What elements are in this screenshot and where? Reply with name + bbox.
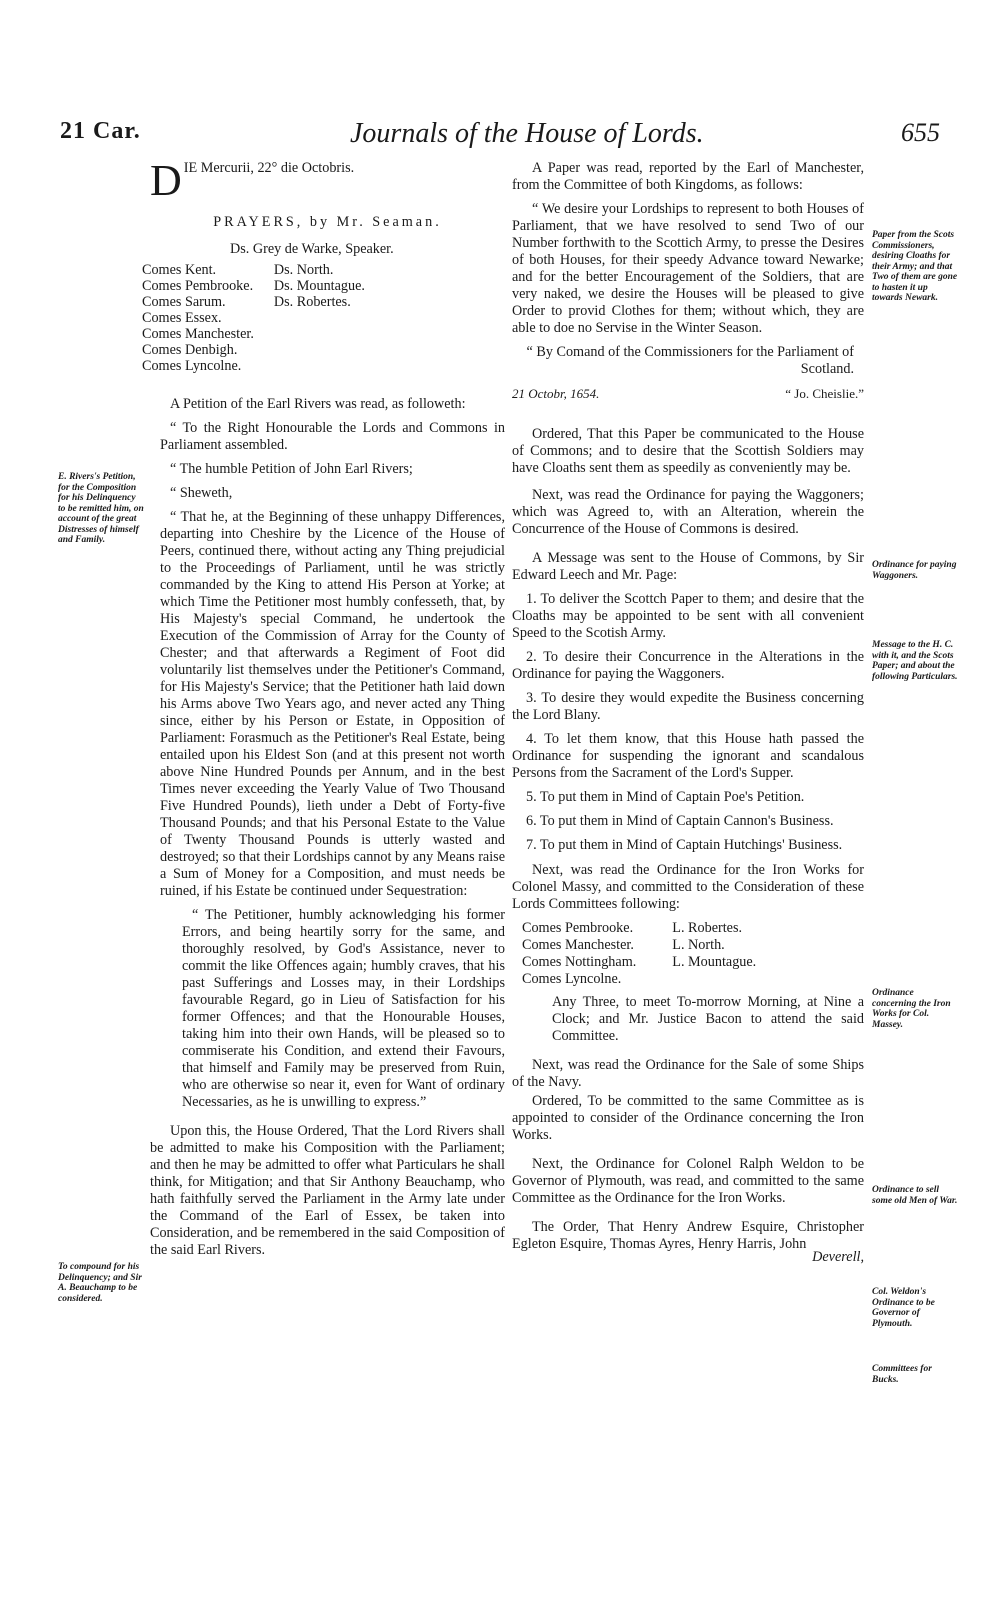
page-number: 655 (901, 118, 940, 147)
margin-note-iron: Ordinance concerning the Iron Works for Col. Massey. (872, 988, 951, 1030)
date-line (150, 156, 505, 205)
weldon-ordinance: Next, the Ordinance for Colonel Ralph Weldon to be Governor of Plymouth, was read, and committed to the same Committee as the Ordinance for the Iron Works. (512, 1156, 864, 1206)
speaker-line: Ds. Grey de Warke, Speaker. (230, 241, 394, 257)
left-column (142, 156, 505, 1266)
committee-note: Any Three, to meet To-morrow Morning, at Nine a Clock; and Mr. Justice Bacon to attend the said Committee. (552, 994, 864, 1044)
petition-prayer-block (160, 907, 505, 1111)
paper-intro: A Paper was read, reported by the Earl of Manchester, from the Committee of both Kingdoms, as follows: (512, 160, 864, 193)
paper-signature-line (512, 385, 864, 402)
committee-earls (522, 920, 636, 988)
margin-note-ships: Ordinance to sell some old Men of War. (872, 1185, 958, 1206)
margin-note-rivers: E. Rivers's Petition, for the Composition for his Delinquency to be remitted him, on account of the great Distresses of himself and Family. (58, 472, 144, 545)
list-item: 6. To put them in Mind of Captain Cannon's Business. (526, 813, 834, 829)
bucks-order: The Order, That Henry Andrew Esquire, Christopher Egleton Esquire, Thomas Ayres, Henry Harris, John (512, 1219, 864, 1252)
regnal-year: 21 Car. (60, 118, 141, 144)
list-item: Comes Essex. (142, 310, 222, 326)
margin-note-bucks: Committees for Bucks. (872, 1364, 932, 1385)
date-text: IE Mercurii, 22° die Octobris. (183, 160, 355, 176)
list-item: 3. To desire they would expedite the Business concerning the Lord Blany. (512, 690, 864, 723)
paper-command: “ By Comand of the Commissioners for the Parliament of Scotland. (526, 344, 854, 377)
committee-list (522, 920, 864, 988)
list-item: 5. To put them in Mind of Captain Poe's Petition. (526, 789, 805, 805)
right-column (512, 160, 864, 1273)
margin-note-compound: To compound for his Delinquency; and Sir A. Beauchamp to be considered. (58, 1262, 142, 1304)
list-item: L. Robertes. (672, 920, 743, 936)
catchword: Deverell, (812, 1249, 864, 1265)
attendance-list (142, 262, 505, 374)
list-item: Comes Lyncolne. (522, 971, 622, 987)
margin-note-paper: Paper from the Scots Commissioners, desiring Cloaths for their Army; and that Two of them are gone to hasten it up towards Newark. (872, 230, 958, 303)
margin-note-waggoners: Ordinance for paying Waggoners. (872, 560, 957, 581)
list-item: Comes Denbigh. (142, 342, 238, 358)
list-item: Comes Manchester. (142, 326, 254, 342)
list-item: Comes Kent. (142, 262, 217, 278)
list-item: Ds. North. (273, 262, 334, 278)
attendance-earls (142, 262, 254, 374)
list-item: 1. To deliver the Scottch Paper to them; and desire that the Cloaths may be appointed to be sent with all convenient Speed to the Scotish Army. (512, 591, 864, 641)
petition-prayer: “ The Petitioner, humbly acknowledging his former Errors, and being heartily sorry for the same, and thoroughly resolved, by God's Assistance, never to commit the like Offences again; humbly craves, that his past Sufferings and Losses may, in their Lordships favourable Regard, go in Lieu of Satisfaction for his former Offences; and that the Honourable Houses, taking him into their own Hands, will be pleased so to commiserate his Condition, and extend their Favours, that himself and Family may be preserved from Ruin, who are otherwise so near it, even for Want of ordinary Necessaries, as he is unwilling to express.” (182, 907, 505, 1110)
list-item: L. North. (672, 937, 725, 953)
list-item: Comes Lyncolne. (142, 358, 242, 374)
house-order: Upon this, the House Ordered, That the Lord Rivers shall be admitted to make his Composition with the Parliament; and then he may be admitted to offer what Particulars he shall think, for Mitigation; and that Sir Anthony Beauchamp, who hath faithfully served the Parliament in the Army late under the Command of the Earl of Essex, be taken into Consideration, and be remembered in the said Composition of the said Earl Rivers. (150, 1123, 505, 1258)
message-items (512, 591, 864, 854)
petition-intro: A Petition of the Earl Rivers was read, as followeth: (170, 396, 466, 412)
petition-body: “ That he, at the Beginning of these unhappy Differences, departing into Cheshire by the Licence of the House of Peers, continued there, without acting any Thing prejudicial to the Proceedings of Parliament, until he was strictly commanded by the King to attend His Person at Yorke; at which Time the Petitioner most humbly confesseth, that, by His Majesty's special Command, he undertook the Execution of the Commission of Array for the County of Chester; and that afterwards a Regiment of Foot did voluntarily list themselves under the Petitioner's Command, for His Majesty's Service; that the Petitioner hath laid down his Arms above Two Years ago, and never acted any Thing since, either by his Person or Estate, in Opposition of Parliament: Forasmuch as the Petitioner's Real Estate, being entailed upon his Eldest Son (and at this present not worth above Nine Hundred Pounds per Annum, and in the best Times never exceeding the Yearly Value of Two Thousand Five Hundred Pounds), lieth under a Debt of Forty-five Thousand Pounds; and that his Personal Estate to the Value of Twenty Thousand Pounds is utterly wasted and destroyed; so that their Lordships cannot by any Means raise a Sum of Money for a Composition, and must needs be ruined, if his Estate be continued under Sequestration: (160, 509, 505, 899)
list-item: Ds. Mountague. (273, 278, 365, 294)
petition-addressee: “ To the Right Honourable the Lords and Commons in Parliament assembled. (160, 420, 505, 453)
iron-works-ordinance: Next, was read the Ordinance for the Iron Works for Colonel Massy, and committed to the Consideration of these Lords Committees following: (512, 862, 864, 912)
drop-cap: D (150, 156, 182, 205)
paper-signer: “ Jo. Cheislie.” (785, 386, 864, 401)
margin-note-weldon: Col. Weldon's Ordinance to be Governor of Plymouth. (872, 1287, 935, 1329)
petition-sheweth: “ Sheweth, (170, 485, 233, 501)
list-item: Comes Pembrooke. (522, 920, 634, 936)
list-item: 4. To let them know, that this House hath passed the Ordinance for suspending the ignorant and scandalous Persons from the Sacrament of the Lord's Supper. (512, 731, 864, 781)
prayers-line: PRAYERS, by Mr. Seaman. (213, 214, 442, 230)
list-item: Comes Nottingham. (522, 954, 637, 970)
list-item: Comes Pembrooke. (142, 278, 254, 294)
committee-lords (672, 920, 756, 988)
paper-body: “ We desire your Lordships to represent to both Houses of Parliament, that we have resolved to send Two of our Number forthwith to the Scottich Army, to presse the Desires of both Houses, for their speedy Advance toward Newarke; and for the better Encouragement of the Soldiers, that are very naked, we desire the Houses will be pleased to give Order to provid Clothes for them; without which, they are able to doe no Servise in the Winter Season. (512, 201, 864, 336)
petition-title: “ The humble Petition of John Earl Rivers; (170, 461, 413, 477)
paper-date: 21 Octobr, 1654. (512, 386, 600, 401)
message-intro: A Message was sent to the House of Commons, by Sir Edward Leech and Mr. Page: (512, 550, 864, 583)
attendance-barons (274, 262, 365, 374)
ordered-ships: Ordered, To be committed to the same Committee as is appointed to consider of the Ordinance concerning the Iron Works. (512, 1093, 864, 1143)
list-item: Ds. Robertes. (273, 294, 351, 310)
ordered-paper: Ordered, That this Paper be communicated to the House of Commons; and to desire that the Scottish Soldiers may have Cloaths sent them as speedily as conveniently may be. (512, 426, 864, 476)
list-item: Comes Sarum. (142, 294, 226, 310)
waggoners-ordinance: Next, was read the Ordinance for paying the Waggoners; which was Agreed to, with an Alteration, wherein the Concurrence of the House of Commons is desired. (512, 487, 864, 537)
list-item: L. Mountague. (672, 954, 757, 970)
running-header (60, 112, 940, 156)
list-item: Comes Manchester. (522, 937, 634, 953)
margin-note-message: Message to the H. C. with it, and the Scots Paper; and about the following Particulars. (872, 640, 958, 682)
ships-ordinance: Next, was read the Ordinance for the Sale of some Ships of the Navy. (512, 1057, 864, 1090)
list-item: 2. To desire their Concurrence in the Alterations in the Ordinance for paying the Waggoners. (512, 649, 864, 682)
journal-title: Journals of the House of Lords. (350, 118, 704, 149)
petition-text (150, 420, 505, 1111)
list-item: 7. To put them in Mind of Captain Hutchings' Business. (526, 837, 843, 853)
